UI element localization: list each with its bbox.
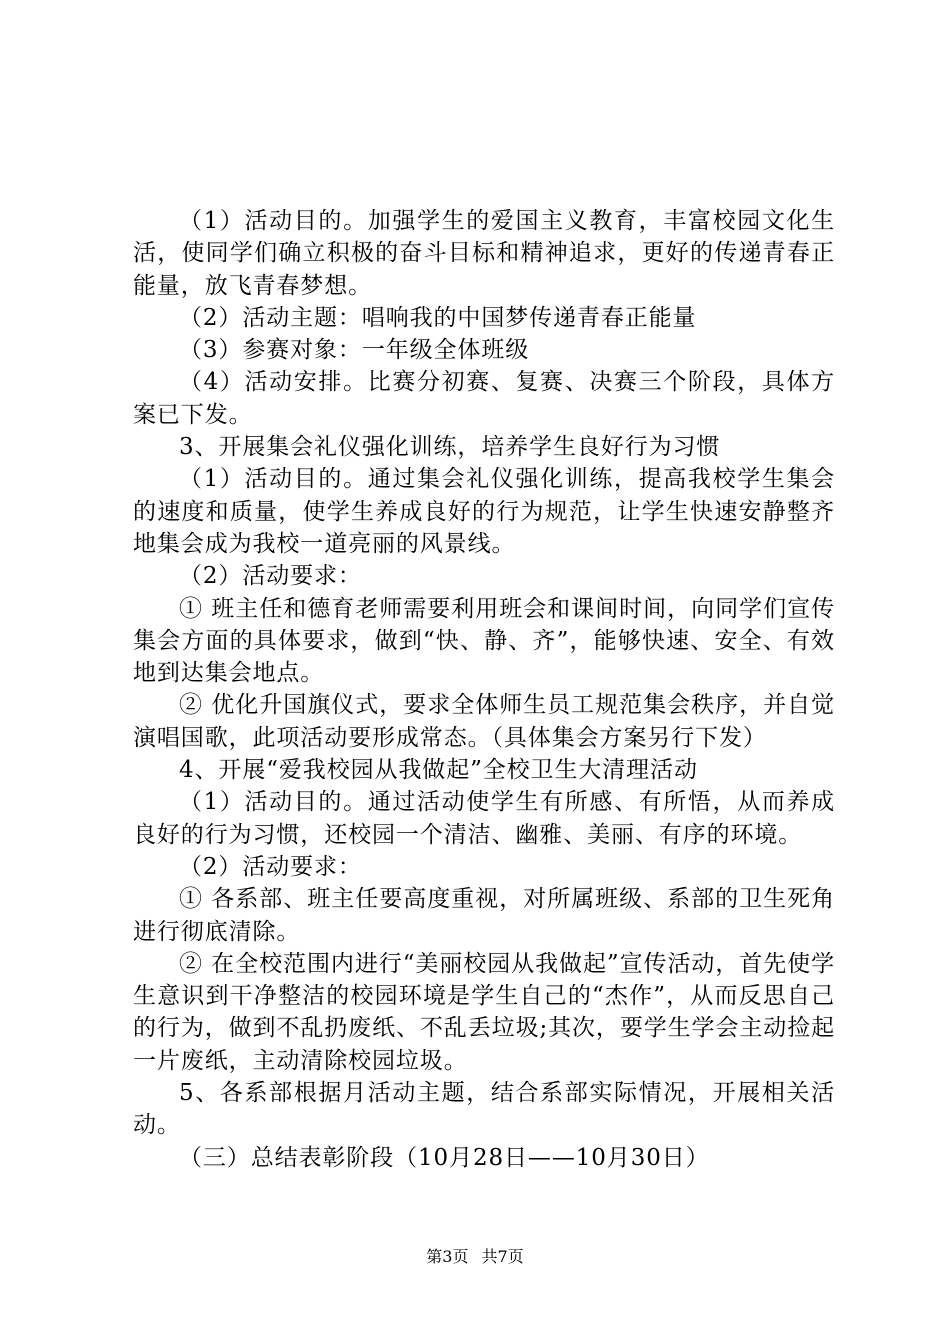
paragraph: （1）活动目的。通过活动使学生有所感、有所悟，从而养成良好的行为习惯，还校园一个清洁、幽雅、美丽、有序的环境。 — [133, 789, 835, 848]
document-body — [133, 205, 835, 1174]
page-total: 共7页 — [481, 1247, 524, 1266]
section-heading: 4、开展“爱我校园从我做起”全校卫生大清理活动 — [179, 757, 698, 784]
paragraph: （4）活动安排。比赛分初赛、复赛、决赛三个阶段，具体方案已下发。 — [133, 369, 835, 428]
page-footer — [0, 1247, 950, 1267]
section-heading: 3、开展集会礼仪强化训练，培养学生良好行为习惯 — [179, 434, 721, 461]
paragraph: ② 在全校范围内进行“美丽校园从我做起”宣传活动，首先使学生意识到干净整洁的校园环境是学生自己的“杰作”，从而反思自己的行为，做到不乱扔废纸、不乱丢垃圾;其次，要学生学会主动捡起一片废纸，主动清除校园垃圾。 — [133, 950, 835, 1074]
paragraph: ① 各系部、班主任要高度重视，对所属班级、系部的卫生死角进行彻底清除。 — [133, 886, 835, 945]
paragraph: （1）活动目的。通过集会礼仪强化训练，提高我校学生集会的速度和质量，使学生养成良好的行为规范，让学生快速安静整齐地集会成为我校一道亮丽的风景线。 — [133, 466, 835, 557]
paragraph: （2）活动要求： — [179, 853, 362, 880]
paragraph: ② 优化升国旗仪式，要求全体师生员工规范集会秩序，并自觉演唱国歌，此项活动要形成常态。（具体集会方案另行下发） — [133, 692, 835, 751]
paragraph: （2）活动主题：唱响我的中国梦传递青春正能量 — [179, 304, 697, 331]
paragraph: （2）活动要求： — [179, 563, 362, 590]
section-heading: 5、各系部根据月活动主题，结合系部实际情况，开展相关活动。 — [133, 1080, 835, 1139]
page-number: 第3页 — [426, 1247, 469, 1266]
paragraph: （1）活动目的。加强学生的爱国主义教育，丰富校园文化生活，使同学们确立积极的奋斗目标和精神追求，更好的传递青春正能量，放飞青春梦想。 — [133, 208, 835, 299]
paragraph: （3）参赛对象：一年级全体班级 — [179, 337, 530, 364]
section-heading: （三）总结表彰阶段（10月28日——10月30日） — [179, 1144, 710, 1171]
paragraph: ① 班主任和德育老师需要利用班会和课间时间，向同学们宣传集会方面的具体要求，做到“快、静、齐”，能够快速、安全、有效地到达集会地点。 — [133, 595, 835, 687]
